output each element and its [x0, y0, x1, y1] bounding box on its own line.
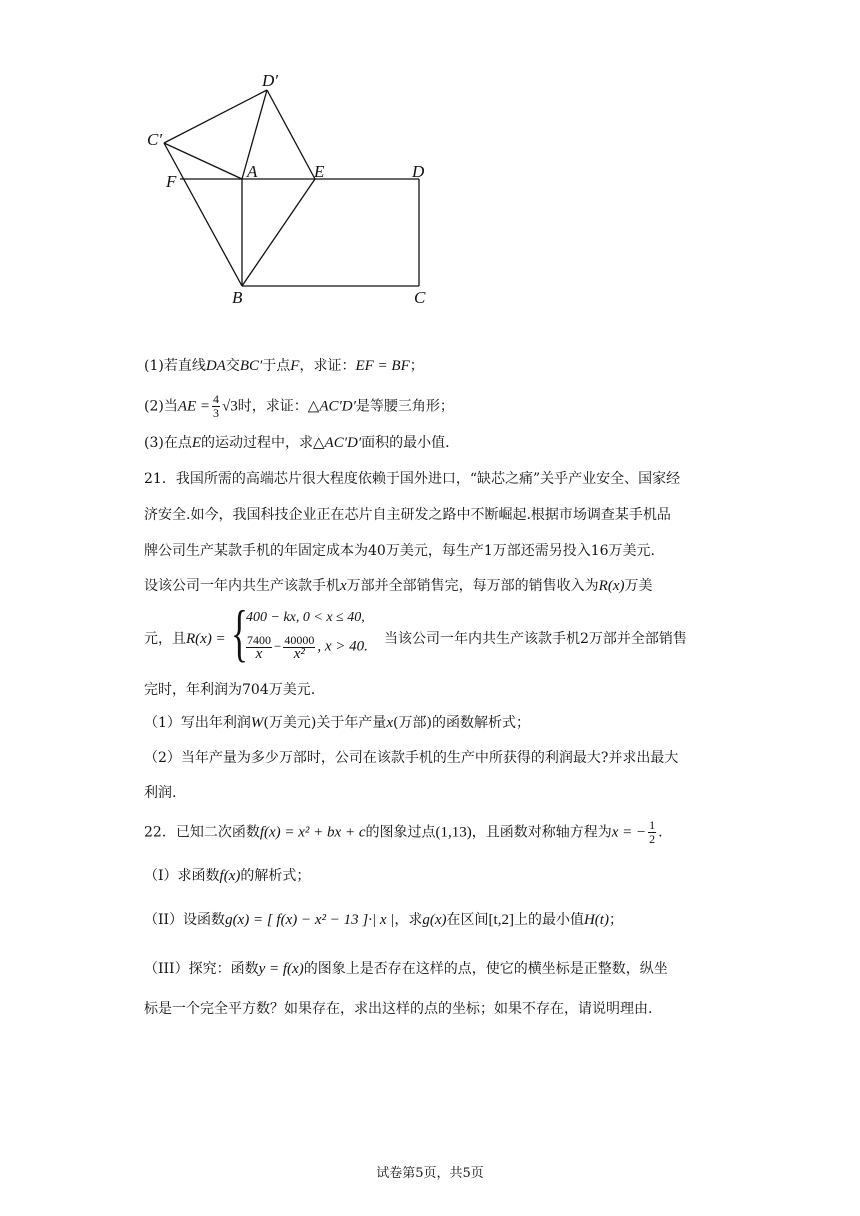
math-x2: x	[386, 715, 394, 731]
math-rx: R(x)	[598, 578, 625, 594]
q21-line4	[144, 576, 652, 596]
q21-sub1-text2: (万美元)关于年产量	[263, 715, 387, 731]
q21-line1: 21．我国所需的高端芯片很大程度依赖于国外进口，“缺芯之痛”关乎产业安全、国家经	[144, 471, 681, 487]
label-a: A	[247, 162, 258, 181]
math-e: E	[191, 435, 202, 451]
frac-den: x	[255, 646, 263, 662]
q20-p3-text: (3)在点	[144, 435, 192, 451]
q22-l1-text3: ，且函数对称轴方程为	[471, 824, 612, 841]
q21-sub2a: （2）当年产量为多少万部时，公司在该款手机的生产中所获得的利润最大?并求出最大	[144, 750, 679, 766]
q21-l4-text: 设该公司一年内共生产该款手机	[144, 578, 340, 594]
q21-line3: 牌公司生产某款手机的年固定成本为40万美元，每生产1万部还需另投入16万美元.	[144, 543, 655, 559]
q20-p3-text3: 面积的最小值.	[361, 435, 450, 451]
q22-III-text2: 的图象上是否存在这样的点，使它的横坐标是正整数，纵坐	[303, 961, 668, 977]
q22-part3a	[144, 959, 668, 979]
q20-p1-text3: 于点	[262, 358, 291, 374]
q22-II-text2: ，求	[394, 912, 423, 928]
q22-I-text2: 的解析式；	[240, 868, 311, 884]
label-f: F	[166, 172, 177, 191]
q20-p1-text5: ；	[409, 358, 424, 374]
fraction-4-3	[212, 393, 220, 420]
math-rx-def: R(x) =	[186, 631, 226, 647]
q22-II-text3: 在区间	[446, 912, 489, 928]
minus-sign: −	[274, 638, 282, 654]
q21-line2: 济安全.如今，我国科技企业正在芯片自主研发之路中不断崛起.根据市场调查某手机品	[144, 507, 671, 523]
frac-num: 4	[213, 392, 220, 406]
q21-sub1-text: （1）写出年利润	[144, 715, 251, 731]
math-sqrt3: √3	[222, 398, 238, 415]
math-axis: x = −	[611, 824, 647, 841]
q21-l4-text3: 万美	[624, 578, 653, 594]
q20-p1-text4: ，求证：	[299, 358, 356, 374]
q21-l4-text2: 万部并全部销售完，每万部的销售收入为	[346, 578, 599, 594]
label-d-prime: D′	[262, 71, 278, 90]
q21-line5-suffix: 当该公司一年内共生产该款手机2万部并全部销售	[384, 631, 687, 647]
math-bc-prime: BC′	[239, 358, 263, 374]
math-triangle2: △AC′D′	[313, 435, 362, 451]
math-ef-bf: EF = BF	[355, 358, 410, 374]
q21-l5-text: 元，且	[144, 631, 186, 647]
frac-den: x²	[293, 646, 305, 662]
q22-II-text4: 上的最小值	[513, 912, 584, 928]
frac-num: 1	[649, 818, 656, 832]
q20-part3	[144, 433, 450, 453]
frac-40000-x2	[283, 634, 315, 661]
q20-p1-text2: 交	[225, 358, 240, 374]
q22-III-text: （III）探究：函数	[144, 961, 259, 977]
q20-part2	[144, 393, 454, 419]
math-da: DA	[205, 358, 226, 374]
piecewise-brace: {	[231, 597, 248, 668]
math-fx2: f(x)	[219, 868, 241, 884]
math-fx: f(x) = x² + bx + c	[259, 824, 366, 841]
piecewise-case2	[244, 634, 368, 661]
label-d: D	[412, 162, 425, 181]
q20-p1-text: (1)若直线	[144, 358, 206, 374]
math-interval: [t,2]	[488, 912, 514, 928]
label-c: C	[414, 288, 426, 307]
frac-den: 2	[649, 832, 656, 846]
label-e: E	[314, 162, 325, 181]
q22-II-text5: ；	[608, 912, 623, 928]
q22-II-text: （II）设函数	[144, 912, 226, 928]
math-triangle: △AC′D′	[307, 398, 356, 415]
q20-p2-text2: 时，求证：	[237, 398, 308, 415]
fraction-1-2	[648, 819, 656, 846]
frac-7400-x	[246, 634, 272, 661]
q21-sub2b: 利润.	[144, 785, 177, 801]
q21-line6: 完时，年利润为704万美元.	[144, 682, 316, 698]
q22-l1-text2: 的图象过点	[365, 824, 436, 841]
label-b: B	[232, 288, 243, 307]
math-gx2: g(x)	[422, 912, 447, 928]
math-w: W	[250, 715, 264, 731]
piecewise-case1: 400 − kx, 0 < x ≤ 40,	[246, 610, 365, 625]
q22-l1-end: .	[658, 824, 663, 841]
q21-line5-prefix	[144, 629, 226, 649]
frac-num: 40000	[284, 633, 315, 647]
q22-I-text: （I）求函数	[144, 868, 220, 884]
math-point: (1,13)	[435, 824, 472, 841]
q22-l1-text: 22．已知二次函数	[144, 824, 260, 841]
math-x: x	[340, 578, 347, 594]
q21-sub1-text3: (万部)的函数解析式；	[393, 715, 530, 731]
label-c-prime: C′	[147, 130, 163, 149]
q20-p2-text3: 是等腰三角形；	[355, 398, 454, 415]
q20-p2-text: (2)当	[144, 398, 178, 415]
q22-part1	[144, 866, 310, 886]
q22-part3b: 标是一个完全平方数？如果存在，求出这样的点的坐标；如果不存在，请说明理由.	[144, 1001, 653, 1017]
math-yfx: y = f(x)	[258, 961, 304, 977]
math-ht: H(t)	[583, 912, 609, 928]
q22-part2	[144, 910, 623, 930]
math-gx: g(x) = [ f(x) − x² − 13 ]·| x |	[225, 912, 395, 928]
q22-line1	[144, 819, 663, 845]
q21-sub1	[144, 713, 530, 733]
page-footer: 试卷第5页，共5页	[376, 1166, 484, 1181]
math-f: F	[290, 358, 300, 374]
q20-part1	[144, 356, 424, 376]
case2-cond: , x > 40.	[317, 638, 368, 655]
q20-p3-text2: 的运动过程中，求	[201, 435, 314, 451]
frac-den: 3	[213, 406, 220, 420]
frac-num: 7400	[247, 633, 271, 647]
geometry-figure	[140, 64, 440, 314]
math-ae: AE =	[177, 398, 211, 415]
